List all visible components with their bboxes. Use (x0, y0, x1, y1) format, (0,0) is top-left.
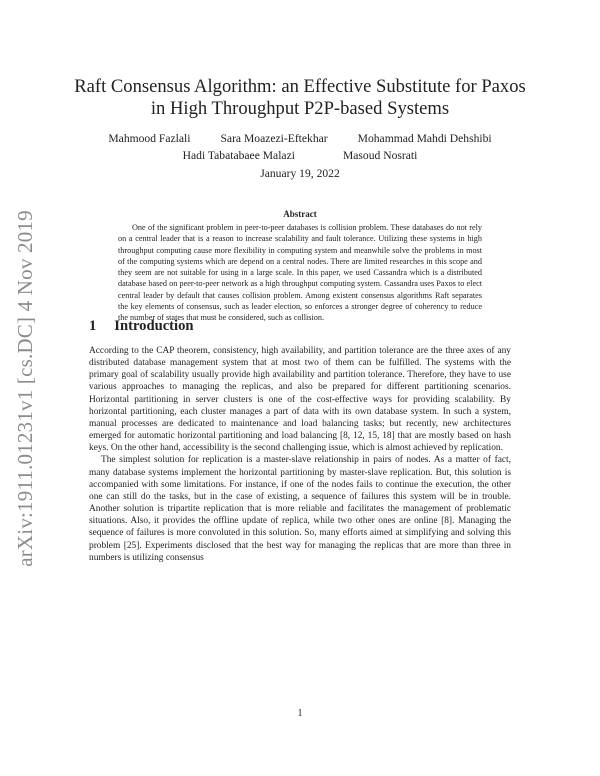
author-name: Hadi Tabatabaee Malazi (182, 149, 295, 162)
author-row-1 (60, 130, 540, 147)
section-heading (89, 318, 194, 335)
author-name: Masoud Nosrati (342, 149, 418, 162)
paper-date: January 19, 2022 (260, 167, 340, 180)
body-paragraph: The simplest solution for replication is a master-slave relationship in pairs of nodes. As a matter of fact, many database systems implement the horizontal partitioning by master-slave replication. But, this solution is accompanied with some limitations. For instance, if one of the nodes fails to continue the execution, the other one can still do the tasks, but in the case of existing, a sequence of failures this system will be in trouble. Another solution is tripartite replication that is more reliable and facilitates the management of problematic situations. Also, it provides the offline update of replica, while two other ones are online [8]. Managing the sequence of failures is more convoluted in this solution. So, many efforts aimed at simplifying and solving this problem [25]. Experiments disclosed that the best way for managing the replicas that are more than three in numbers is utilizing consensus (89, 455, 511, 563)
section-title: Introduction (114, 318, 194, 334)
body-text (89, 345, 511, 564)
abstract-text: One of the significant problem in peer-to-peer databases is collision problem. These databases do not rely on a central leader that is a reason to increase scalability and fault tolerance. Utilizing these systems in high throughput computing cause more flexibility in computing system and meanwhile solve the problems in most of the computing systems which are depend on a central nodes. There are limited researches in this scope and they seem are not suitable for using in a large scale. In this paper, we used Cassandra which is a distributed database based on peer-to-peer network as a high throughput computing system. Cassandra uses Paxos to elect central leader by default that causes collision problem. Among existent consensus algorithms Raft separates the key elements of consensus, such as leader election, so enforces a stronger degree of coherency to reduce the number of states that must be considered, such as collision. (118, 223, 482, 323)
arxiv-identifier: arXiv:1911.01231v1 [cs.DC] 4 Nov 2019 (12, 209, 37, 567)
title-line-1: Raft Consensus Algorithm: an Effective Substitute for Paxos (74, 76, 526, 97)
paper-title (60, 76, 540, 120)
author-list (60, 130, 540, 164)
page-number: 1 (297, 708, 303, 719)
arxiv-sidebar-stamp (8, 208, 42, 568)
author-row-2 (60, 147, 540, 164)
section-number: 1 (89, 318, 97, 334)
author-name: Mohammad Mahdi Dehshibi (357, 132, 492, 145)
abstract-heading: Abstract (283, 209, 317, 219)
body-paragraph: According to the CAP theorem, consistency, high availability, and partition tolerance are the three axes of any distributed database management system that at most two of them can be fulfilled. The systems with the primary goal of scalability usually provide high availability and partition tolerance. Therefore, they have to use various approaches to managing the replicas, and also be prepared for different partitioning scenarios. Horizontal partitioning in server clusters is one of the cost-effective ways for providing scalability. By horizontal partitioning, each cluster manages a part of data with its own database system. In such a system, manual processes are dedicated to maintenance and load balancing tasks; but recently, new architectures emerged for automatic horizontal partitioning and load balancing [8, 12, 15, 18] that are mostly based on hash keys. On the other hand, accessibility is the second challenging issue, which is almost achieved by replication. (89, 346, 511, 454)
author-name: Mahmood Fazlali (108, 132, 191, 145)
title-line-2: in High Throughput P2P-based Systems (150, 98, 450, 119)
author-name: Sara Moazezi-Eftekhar (220, 132, 328, 145)
